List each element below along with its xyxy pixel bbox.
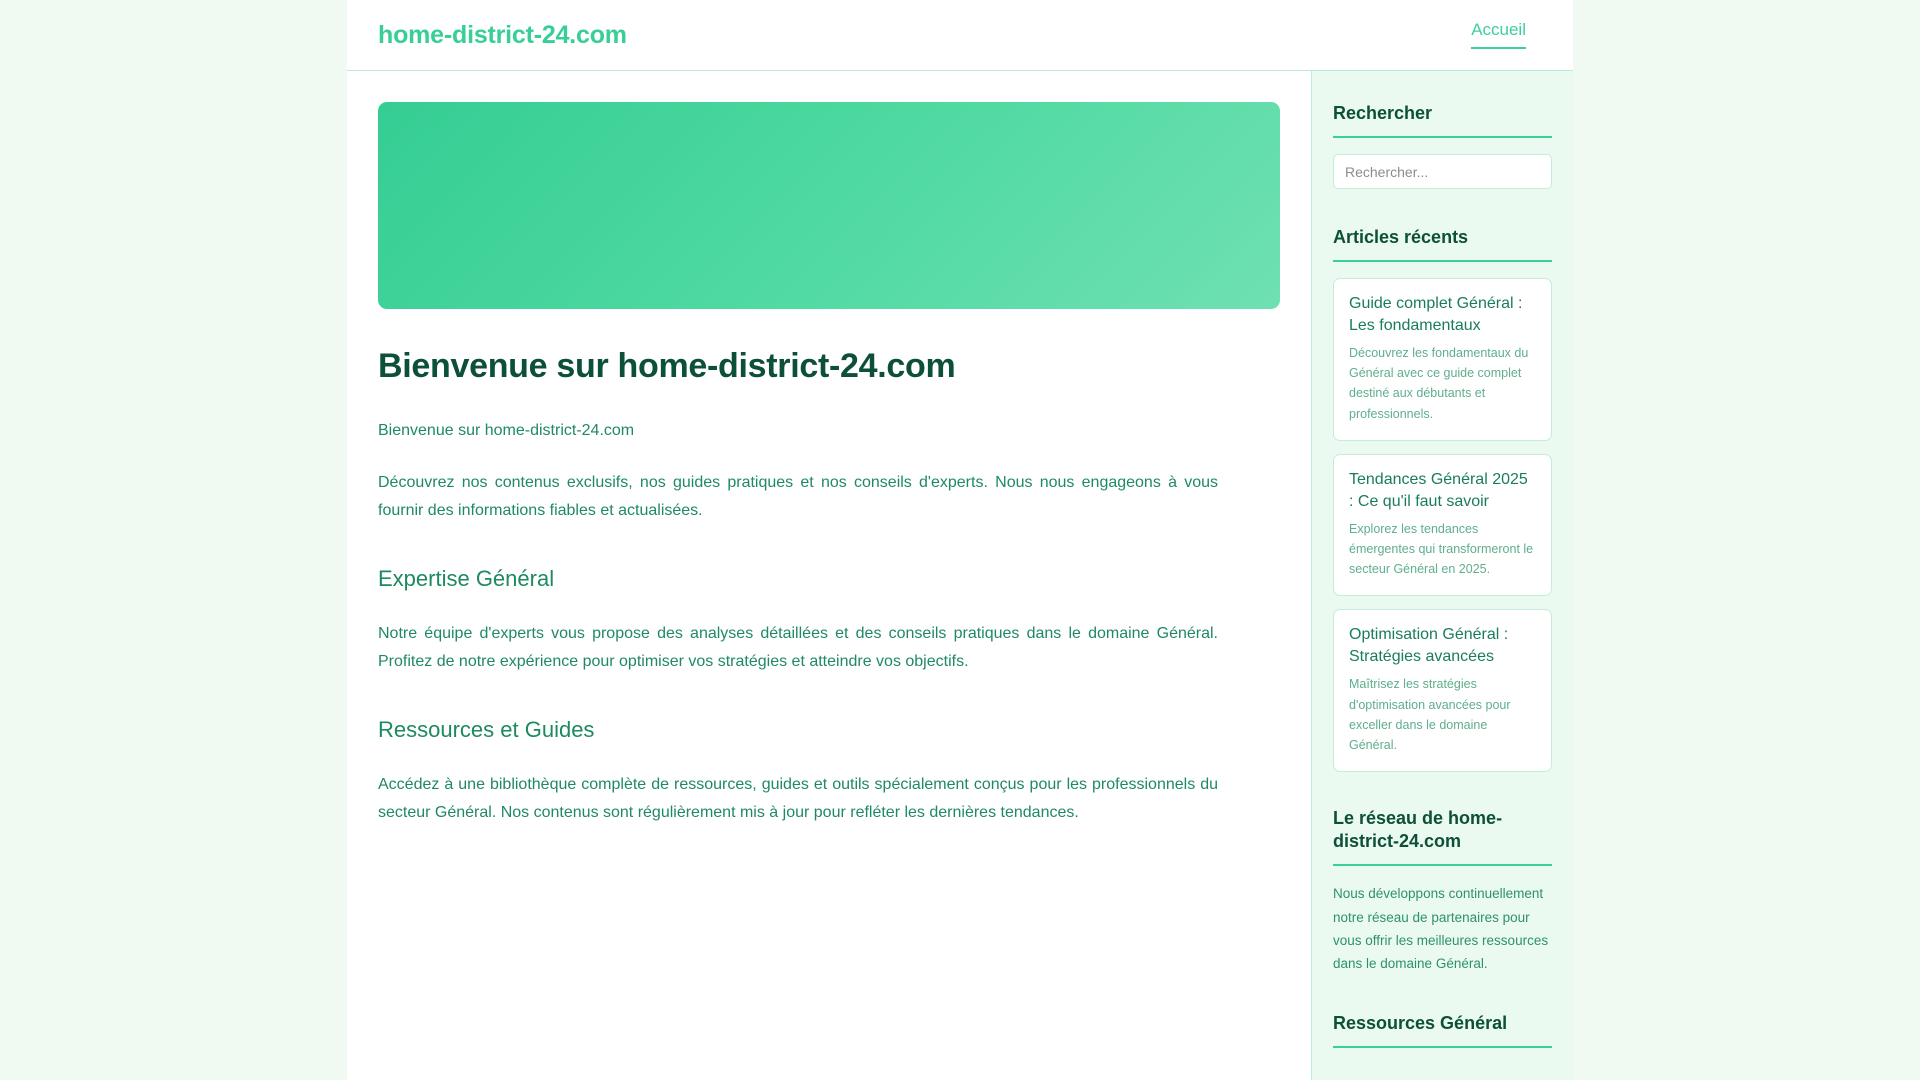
section-paragraph-expertise: Notre équipe d'experts vous propose des analyses détaillées et des conseils pratiques dans le domaine Général. Profitez de notre expérience pour optimiser vos stratégies et atteindre vos objectifs. bbox=[378, 624, 1218, 670]
sidebar-heading-recent-articles: Articles récents bbox=[1333, 226, 1552, 262]
sidebar-heading-network: Le réseau de home-district-24.com bbox=[1333, 807, 1552, 866]
search-form bbox=[1333, 154, 1552, 189]
search-input[interactable] bbox=[1333, 154, 1552, 189]
sidebar-heading-search: Rechercher bbox=[1333, 102, 1552, 138]
sidebar bbox=[1311, 71, 1573, 1080]
page-layout bbox=[347, 71, 1573, 1080]
main-navigation bbox=[1471, 21, 1542, 49]
intro-lede: Bienvenue sur home-district-24.com bbox=[378, 421, 635, 439]
section-heading-expertise: Expertise Général bbox=[378, 566, 555, 592]
page-title: Bienvenue sur home-district-24.com bbox=[378, 347, 956, 385]
article-excerpt: Maîtrisez les stratégies d'optimisation avancées pour exceller dans le domaine Général. bbox=[1349, 677, 1511, 752]
list-item[interactable] bbox=[1333, 278, 1552, 441]
article-title: Optimisation Général : Stratégies avancées bbox=[1349, 626, 1509, 666]
intro-paragraph: Découvrez nos contenus exclusifs, nos guides pratiques et nos conseils d'experts. Nous nous engageons à vous fournir des informations fiables et actualisées. bbox=[378, 474, 1218, 520]
section-heading-ressources: Ressources et Guides bbox=[378, 716, 595, 742]
page-shell bbox=[347, 0, 1573, 1080]
hero-banner-image bbox=[378, 102, 1280, 309]
recent-articles-list bbox=[1333, 278, 1552, 772]
list-item[interactable] bbox=[1333, 454, 1552, 597]
main-content bbox=[347, 71, 1311, 1080]
article-title: Tendances Général 2025 : Ce qu'il faut savoir bbox=[1349, 470, 1528, 510]
article-excerpt: Découvrez les fondamentaux du Général avec ce guide complet destiné aux débutants et professionnels. bbox=[1349, 345, 1529, 421]
article-excerpt: Explorez les tendances émergentes qui transformeront le secteur Général en 2025. bbox=[1349, 521, 1534, 577]
network-section bbox=[1333, 807, 1552, 975]
nav-link-accueil[interactable]: Accueil bbox=[1471, 21, 1526, 49]
site-header bbox=[347, 0, 1573, 71]
article-title: Guide complet Général : Les fondamentaux bbox=[1349, 295, 1523, 334]
network-paragraph: Nous développons continuellement notre réseau de partenaires pour vous offrir les meilleures ressources dans le domaine Général. bbox=[1333, 886, 1549, 971]
section-paragraph-ressources: Accédez à une bibliothèque complète de ressources, guides et outils spécialement conçus pour les professionnels du secteur Général. Nos contenus sont régulièrement mis à jour pour refléter les dernières tendances. bbox=[378, 775, 1218, 821]
site-brand[interactable]: home-district-24.com bbox=[378, 20, 627, 49]
sidebar-heading-resources: Ressources Général bbox=[1333, 1012, 1552, 1048]
list-item[interactable] bbox=[1333, 609, 1552, 772]
